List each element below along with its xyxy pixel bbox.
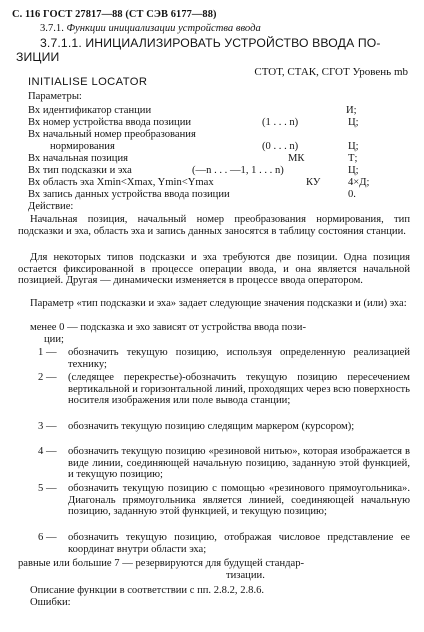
param-type: И;: [346, 105, 357, 116]
less-than-zero-line2: ции;: [44, 334, 64, 345]
param-type: Ц;: [348, 141, 359, 152]
item-text: (следящее перекрестье)-обозначить текущую позицию пересечением вертикальной и горизонтальной линий, проходящих через всю поверхность носителя изображения или поле вывода станции;: [68, 372, 410, 407]
item-text: обозначить текущую позицию следящим маркером (курсором);: [68, 421, 355, 432]
param-range: (1 . . . n): [262, 117, 299, 128]
param-row: [0, 177, 424, 189]
item-number: 6 —: [38, 532, 57, 543]
param-type: 0.: [348, 189, 356, 200]
param-row: [0, 105, 424, 117]
param-name: нормирования: [50, 141, 115, 152]
param-name: Вх номер устройства ввода позиции: [28, 117, 192, 128]
param-row: [0, 117, 424, 129]
param-row: [0, 129, 424, 141]
param-name: Вх тип подсказки и эха: [28, 165, 132, 176]
section-number: 3.7.1.: [40, 23, 64, 34]
item-number: 1 —: [38, 347, 57, 358]
param-type: Ц;: [348, 165, 359, 176]
param-type: 4×Д;: [348, 177, 370, 188]
less-than-zero-line1: менее 0 — подсказка и эхо зависят от устройства ввода пози-: [30, 322, 306, 333]
section-heading: [40, 23, 261, 35]
param-row: [0, 141, 424, 153]
param-type: Т;: [348, 153, 358, 164]
param-range: (—n . . . —1, 1 . . . n): [192, 165, 284, 176]
param-name: Вх запись данных устройства ввода позиции: [28, 189, 230, 200]
function-description: Описание функции в соответствии с пп. 2.8.2, 2.8.6.: [30, 585, 265, 596]
item-text: обозначить текущую позицию, отображая числовое представление ее координат внутри области эха;: [68, 532, 410, 555]
item-text: обозначить текущую позицию с помощью «резинового прямоугольника». Диагональ прямоугольника является линией, соединяющей начальную позицию, заданную этой функцией, и текущую позицию;: [68, 483, 410, 518]
param-name: Вх начальный номер преобразования: [28, 129, 196, 140]
param-range: МК: [288, 153, 305, 164]
page-header: С. 116 ГОСТ 27817—88 (СТ СЭВ 6177—88): [12, 9, 217, 20]
param-type: Ц;: [348, 117, 359, 128]
paragraph-two-positions: Для некоторых типов подсказки и эха требуются две позиции. Одна позиция остается фиксированной в процессе операции ввода, и она является начальной позицией. Другая — динамически изменяется в процессе ввода оператором.: [18, 252, 410, 287]
errors-label: Ошибки:: [30, 597, 71, 608]
param-range: КУ: [306, 177, 321, 188]
param-name: Вх начальная позиция: [28, 153, 128, 164]
item-number: 4 —: [38, 446, 57, 457]
paragraph-prompt-echo: Параметр «тип подсказки и эха» задает следующие значения подсказки и (или) эха:: [30, 298, 407, 309]
reserved-line1: равные или большие 7 — резервируются для будущей стандар-: [18, 558, 305, 569]
subsection-heading-line1: 3.7.1.1. ИНИЦИАЛИЗИРОВАТЬ УСТРОЙСТВО ВВОДА ПО-: [40, 36, 381, 50]
effect-label: Действие:: [28, 201, 74, 212]
param-row: [0, 189, 424, 201]
subsection-heading-line2: ЗИЦИИ: [16, 50, 60, 64]
effect-paragraph: Начальная позиция, начальный номер преобразования нормирования, тип подсказки и эха, область эха и запись данных заносятся в таблицу состояния станции.: [18, 214, 410, 237]
param-row: [0, 165, 424, 177]
item-text: обозначить текущую позицию, используя определенную реализацией технику;: [68, 347, 410, 370]
item-text: обозначить текущую позицию «резиновой нитью», которая изображается в виде линии, соединяющей начальную позицию, заданную этой функцией, и текущую позицию;: [68, 446, 410, 481]
params-label: Параметры:: [28, 91, 82, 102]
item-number: 5 —: [38, 483, 57, 494]
item-number: 3 —: [38, 421, 57, 432]
function-name: INITIALISE LOCATOR: [28, 76, 148, 88]
param-name: Вх область эха Xmin<Xmax, Ymin<Ymax: [28, 177, 214, 188]
states-levels: СТОТ, СТАК, СГОТ Уровень mb: [254, 66, 408, 78]
reserved-line2: тизации.: [226, 570, 265, 581]
param-row: [0, 153, 424, 165]
item-number: 2 —: [38, 372, 57, 383]
param-name: Вх идентификатор станции: [28, 105, 152, 116]
param-range: (0 . . . n): [262, 141, 299, 152]
section-title: Функции инициализации устройства ввода: [66, 23, 261, 34]
